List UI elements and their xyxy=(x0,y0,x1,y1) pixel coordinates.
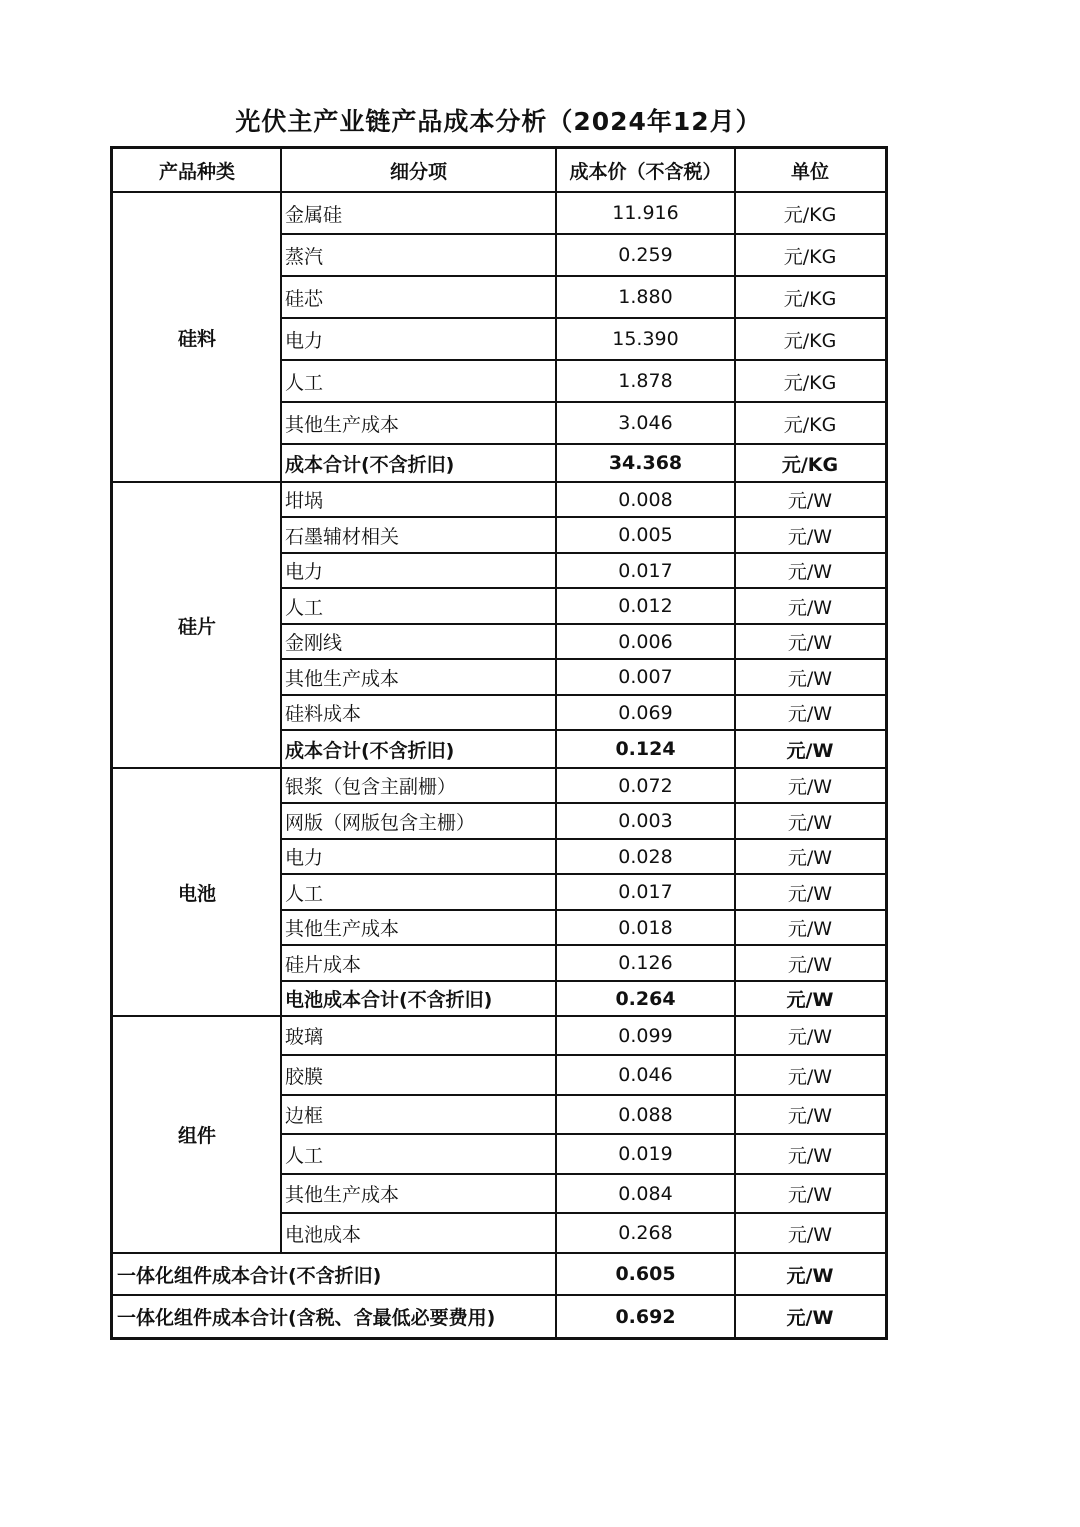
unit-cell: 元/W xyxy=(787,596,833,619)
cost-value: 15.390 xyxy=(612,328,679,350)
cost-value: 0.088 xyxy=(618,1103,673,1126)
cost-value: 0.003 xyxy=(618,810,673,832)
summary-label: 一体化组件成本合计(含税、含最低必要费用) xyxy=(117,1307,496,1329)
unit-cell: 元/KG xyxy=(783,329,837,352)
category-cell: 组件 xyxy=(177,1125,216,1147)
unit-cell: 元/W xyxy=(787,1105,833,1127)
cost-value: 0.259 xyxy=(618,244,673,266)
unit-cell: 元/W xyxy=(787,667,833,690)
unit-cell: 元/W xyxy=(787,525,833,548)
cost-value: 0.028 xyxy=(618,845,673,868)
unit-cell: 元/KG xyxy=(783,371,837,394)
unit-cell: 元/W xyxy=(787,882,833,905)
unit-cell: 元/W xyxy=(786,739,834,762)
subtotal-label: 成本合计(不含折旧) xyxy=(285,739,455,762)
cost-value: 11.916 xyxy=(612,202,679,224)
item-label: 其他生产成本 xyxy=(285,413,400,436)
item-label: 人工 xyxy=(285,596,324,619)
item-label: 金刚线 xyxy=(285,632,343,654)
item-label: 其他生产成本 xyxy=(285,667,400,690)
unit-cell: 元/W xyxy=(787,1026,833,1048)
unit-cell: 元/W xyxy=(787,703,833,725)
unit-cell: 元/W xyxy=(787,1065,833,1088)
summary-value: 0.605 xyxy=(615,1263,676,1285)
item-label: 其他生产成本 xyxy=(285,918,400,940)
cost-value: 0.017 xyxy=(618,559,673,582)
item-label: 其他生产成本 xyxy=(285,1184,400,1206)
unit-cell: 元/W xyxy=(787,776,833,798)
item-label: 电池成本 xyxy=(285,1223,362,1246)
column-divider xyxy=(734,149,736,1338)
cost-value: 0.007 xyxy=(618,666,673,688)
summary-unit: 元/W xyxy=(786,1264,834,1287)
item-label: 硅片成本 xyxy=(285,953,362,976)
subtotal-value: 0.124 xyxy=(615,738,676,760)
unit-cell: 元/W xyxy=(787,632,833,654)
subtotal-label: 成本合计(不含折旧) xyxy=(285,453,455,476)
unit-cell: 元/W xyxy=(787,1223,833,1246)
unit-cell: 元/KG xyxy=(783,203,837,226)
item-label: 硅芯 xyxy=(285,287,324,310)
cost-value: 0.006 xyxy=(618,630,673,653)
cost-value: 0.072 xyxy=(618,774,673,797)
category-cell: 电池 xyxy=(177,882,216,905)
item-label: 银浆（包含主副栅） xyxy=(285,776,457,798)
unit-cell: 元/W xyxy=(787,953,833,976)
item-label: 人工 xyxy=(285,371,324,394)
unit-cell: 元/W xyxy=(787,1144,833,1167)
item-label: 石墨辅材相关 xyxy=(285,525,400,548)
column-divider xyxy=(555,149,557,1338)
cost-value: 0.268 xyxy=(618,1222,673,1244)
cost-value: 0.017 xyxy=(618,881,673,903)
cost-value: 0.126 xyxy=(618,952,673,974)
item-label: 蒸汽 xyxy=(285,245,324,268)
item-label: 电力 xyxy=(285,329,324,352)
unit-cell: 元/KG xyxy=(783,245,837,268)
cost-value: 0.005 xyxy=(618,524,673,546)
cost-table xyxy=(110,146,888,1340)
column-divider xyxy=(280,149,282,1253)
summary-value: 0.692 xyxy=(615,1305,676,1328)
unit-cell: 元/W xyxy=(787,1184,833,1206)
unit-cell: 元/W xyxy=(787,847,833,869)
cost-value: 0.084 xyxy=(618,1182,673,1205)
column-header: 产品种类 xyxy=(158,161,235,183)
item-label: 边框 xyxy=(285,1105,324,1127)
cost-value: 0.046 xyxy=(618,1064,673,1086)
unit-cell: 元/W xyxy=(787,811,833,834)
cost-value: 1.878 xyxy=(618,370,673,392)
summary-unit: 元/W xyxy=(786,1307,834,1329)
category-cell: 硅料 xyxy=(177,327,216,350)
cost-value: 3.046 xyxy=(618,412,673,434)
unit-cell: 元/W xyxy=(787,918,833,940)
item-label: 金属硅 xyxy=(285,203,343,226)
cost-value: 0.069 xyxy=(618,701,673,724)
item-label: 人工 xyxy=(285,882,324,905)
item-label: 网版（网版包含主栅） xyxy=(285,811,476,834)
item-label: 胶膜 xyxy=(285,1065,324,1088)
cost-value: 0.012 xyxy=(618,595,673,617)
unit-cell: 元/W xyxy=(787,561,833,583)
table-title: 光伏主产业链产品成本分析（2024年12月） xyxy=(235,107,762,136)
unit-cell: 元/KG xyxy=(783,413,837,436)
cost-value: 0.019 xyxy=(618,1143,673,1165)
subtotal-value: 34.368 xyxy=(608,452,683,474)
item-label: 电力 xyxy=(285,561,324,583)
category-cell: 硅片 xyxy=(177,615,216,638)
cost-value: 1.880 xyxy=(618,286,673,308)
unit-cell: 元/KG xyxy=(783,287,837,310)
item-label: 硅料成本 xyxy=(285,703,362,725)
cost-value: 0.008 xyxy=(618,488,673,511)
item-label: 人工 xyxy=(285,1144,324,1167)
item-label: 坩埚 xyxy=(285,490,324,512)
item-label: 电力 xyxy=(285,847,324,869)
unit-cell: 元/W xyxy=(786,989,834,1011)
column-header: 成本价（不含税） xyxy=(569,161,722,183)
unit-cell: 元/KG xyxy=(781,453,839,476)
cost-value: 0.018 xyxy=(618,916,673,939)
cost-value: 0.099 xyxy=(618,1024,673,1047)
subtotal-value: 0.264 xyxy=(615,987,676,1010)
summary-label: 一体化组件成本合计(不含折旧) xyxy=(117,1264,382,1287)
column-header: 细分项 xyxy=(389,161,447,183)
unit-cell: 元/W xyxy=(787,490,833,512)
item-label: 玻璃 xyxy=(285,1026,324,1048)
column-header: 单位 xyxy=(790,161,829,183)
subtotal-label: 电池成本合计(不含折旧) xyxy=(285,989,493,1011)
